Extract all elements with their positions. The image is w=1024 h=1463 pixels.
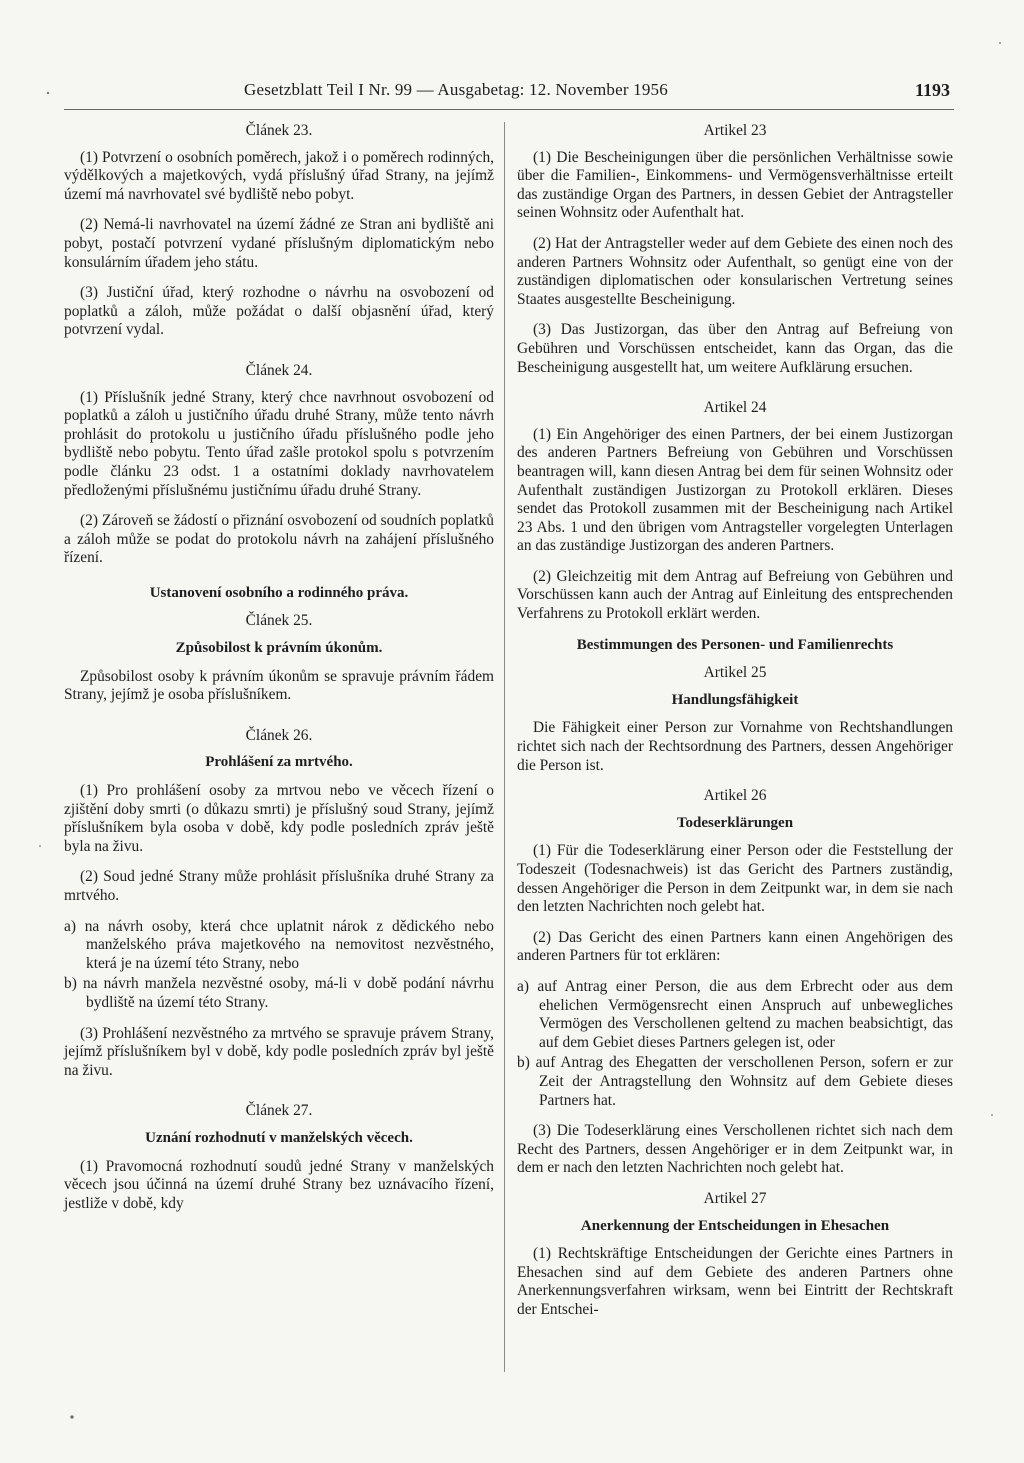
artikel-26-para-3: (3) Die Todeserklärung eines Verschollenen richtet sich nach dem Recht des Partners, dessen Angehöriger er in dem Zeitpunkt war, in dem er nach den letzten Nachrichten noch gelebt hat.	[517, 1122, 953, 1177]
artikel-24-para-1: (1) Ein Angehöriger des einen Partners, der bei einem Justizorgan des anderen Partners Befreiung von Gebühren und Vorschüssen beantragen will, kann diesen Antrag bei dem für seinen Wohnsitz oder Aufenthalt zuständigen Justizorgan zu Protokoll erklären. Dieses sendet das Protokoll zusammen mit der Bescheinigung nach Artikel 23 Abs. 1 und den übrigen vom Antragsteller vorgelegten Unterlagen an das zuständige Justizorgan des anderen Partners.	[517, 425, 953, 555]
artikel-25-subtitle: Handlungsfähigkeit	[671, 691, 799, 708]
artikel-27-subtitle: Anerkennung der Entscheidungen in Ehesachen	[580, 1217, 890, 1234]
artikel-24-para-2: (2) Gleichzeitig mit dem Antrag auf Befreiung von Gebühren und Vorschüssen kann auch der Antrag auf Einleitung des entsprechenden Verfahrens zu Protokoll erklärt werden.	[517, 567, 953, 623]
article-23-para-2: (2) Nemá-li navrhovatel na území žádné ze Stran ani bydliště ani pobyt, postačí potvrzení vydané příslušným diplomatickým nebo konsulárním úřadem jeho státu.	[64, 216, 494, 271]
article-24-para-1: (1) Příslušník jedné Strany, který chce navrhnout osvobození od poplatků a záloh u justičního úřadu druhé Strany, může tento návrh prohlásit do protokolu u justičního úřadu příslušného podle jeho bydliště nebo pobytu. Tento úřad zašle protokol spolu s potvrzením podle článku 23 odst. 1 a ostatními doklady navrhovatelem předloženými příslušnému justičnímu úřadu druhé Strany.	[64, 388, 494, 499]
speck	[999, 42, 1001, 44]
artikel-23-heading: Artikel 23	[703, 122, 767, 139]
article-24-para-2: (2) Zároveň se žádostí o přiznání osvobození od soudních poplatků a záloh může se podat do protokolu návrh na zahájení příslušného řízení.	[64, 512, 494, 567]
article-27-subtitle: Uznání rozhodnutí v manželských věcech.	[145, 1129, 413, 1146]
artikel-23-para-3: (3) Das Justizorgan, das über den Antrag auf Befreiung von Gebühren und Vorschüssen entscheidet, kann das Organ, das die Bescheinigung ausgestellt hat, um weitere Aufklärung ersuchen.	[517, 321, 953, 376]
left-column-czech	[64, 118, 494, 1213]
artikel-26-para-1: (1) Für die Todeserklärung einer Person oder die Feststellung der Todeszeit (Todesnachweis) ist das Gericht des Partners zuständig, dessen Angehöriger die Person in dem Zeitpunkt war, in dem sie nach den letzten Nachrichten noch gelebt hat.	[517, 842, 953, 916]
article-23-para-3: (3) Justiční úřad, který rozhodne o návrhu na osvobození od poplatků a záloh, může požádat o další objasnění úřad, který potvrzení vydal.	[64, 284, 494, 339]
column-divider	[504, 122, 505, 1372]
artikel-23-para-1: (1) Die Bescheinigungen über die persönlichen Verhältnisse sowie über die Familien-, Einkommens- und Vermögensverhältnisse erteilt das zuständige Organ des Partners, in dessen Gebiet der Antragsteller seinen Wohnsitz oder Aufenthalt hat.	[517, 148, 953, 222]
speck	[991, 1114, 993, 1116]
artikel-27-para-1: (1) Rechtskräftige Entscheidungen der Gerichte eines Partners in Ehesachen sind auf dem Gebiete des anderen Partners ohne Anerkennungsverfahren wirksam, wenn bei Eintritt der Rechtskraft der Entschei-	[517, 1245, 953, 1318]
artikel-23-para-2: (2) Hat der Antragsteller weder auf dem Gebiete des einen noch des anderen Partners Wohnsitz oder Aufenthalt, so genügt eine von der zuständigen diplomatischen oder konsularischen Vertretung seines Staates ausgestellte Bescheinigung.	[517, 234, 953, 308]
artikel-26-item-b: b) auf Antrag des Ehegatten der verschollenen Person, sofern er zur Zeit der Antragstellung den Wohnsitz auf dem Gebiete dieses Partners hat.	[517, 1054, 953, 1109]
article-25-para-1: Způsobilost osoby k právním úkonům se spravuje právním řádem Strany, jejímž je osoba příslušníkem.	[64, 667, 494, 704]
artikel-26-item-a: a) auf Antrag einer Person, die aus dem Erbrecht oder aus dem ehelichen Vermögensrecht einen Anspruch auf unbewegliches Vermögen des Verschollenen geltend zu machen beabsichtigt, das auf dem Gebiet dieses Partners gelegen ist, oder	[517, 977, 953, 1051]
page-header	[64, 80, 954, 108]
article-26-para-3: (3) Prohlášení nezvěstného za mrtvého se spravuje právem Strany, jejímž příslušníkem byl v době, kdy podle posledních zpráv byl ještě na živu.	[64, 1024, 494, 1079]
article-26-item-b: b) na návrh manžela nezvěstné osoby, má-li v době podání návrhu bydliště na území této Strany.	[64, 975, 494, 1011]
article-26-para-1: (1) Pro prohlášení osoby za mrtvou nebo ve věcech řízení o zjištění doby smrti (o důkazu smrti) je příslušný soud Strany, jejímž příslušníkem byla osoba v době, kdy podle posledních zpráv ještě byla na živu.	[64, 782, 494, 855]
artikel-26-para-2: (2) Das Gericht des einen Partners kann einen Angehörigen des anderen Partners für tot erklären:	[517, 928, 953, 965]
speck	[47, 92, 49, 94]
artikel-26-subtitle: Todeserklärungen	[676, 814, 794, 831]
right-column-german	[517, 118, 953, 1319]
article-27-para-1: (1) Pravomocná rozhodnutí soudů jedné Strany v manželských věcech jsou účinná na území druhé Strany bez uznávacího řízení, jestliže v době, kdy	[64, 1157, 494, 1212]
article-27-heading: Článek 27.	[245, 1102, 313, 1120]
section-heading: Ustanovení osobního a rodinného práva.	[149, 584, 409, 601]
article-26-heading: Článek 26.	[245, 726, 313, 744]
article-24-heading: Článek 24.	[245, 361, 313, 379]
artikel-27-heading: Artikel 27	[703, 1189, 767, 1207]
header-rule	[64, 109, 954, 110]
article-26-subtitle: Prohlášení za mrtvého.	[205, 754, 353, 771]
abschnitt-heading: Bestimmungen des Personen- und Familienrechts	[576, 636, 894, 653]
article-26-item-a: a) na návrh osoby, která chce uplatnit nárok z dědického nebo manželského práva majetkového na nemovitost nezvěstného, která je na území této Strany, nebo	[64, 917, 494, 972]
article-23-para-1: (1) Potvrzení o osobních poměrech, jakož i o poměrech rodinných, výdělkových a majetkových, vydá příslušný úřad Strany, na jejímž území má navrhovatel své bydliště nebo pobyt.	[64, 148, 494, 203]
article-26-para-2: (2) Soud jedné Strany může prohlásit příslušníka druhé Strany za mrtvého.	[64, 868, 494, 904]
speck	[39, 845, 41, 847]
speck	[70, 1415, 73, 1418]
header-title: Gesetzblatt Teil I Nr. 99 — Ausgabetag: 12. November 1956	[244, 80, 668, 99]
article-25-heading: Článek 25.	[245, 612, 313, 630]
article-23-heading: Článek 23.	[245, 122, 313, 139]
page-number: 1193	[914, 80, 950, 100]
artikel-25-para-1: Die Fähigkeit einer Person zur Vornahme von Rechtshandlungen richtet sich nach der Rechtsordnung des Partners, dessen Angehöriger die Person ist.	[517, 719, 953, 774]
article-25-subtitle: Způsobilost k právním úkonům.	[175, 640, 383, 657]
artikel-24-heading: Artikel 24	[703, 399, 767, 417]
artikel-25-heading: Artikel 25	[703, 664, 767, 682]
artikel-26-heading: Artikel 26	[703, 787, 767, 805]
